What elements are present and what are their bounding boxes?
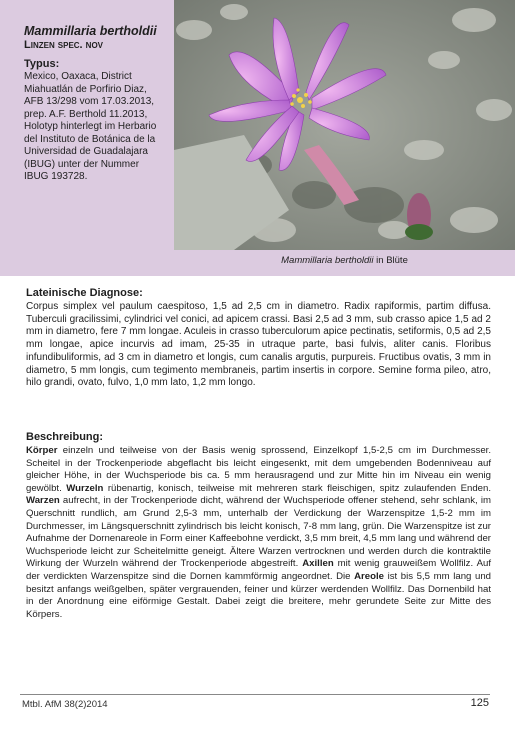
footer-rule [20, 694, 490, 695]
cactus-flower-photo [174, 0, 515, 250]
description-term: Körper [26, 445, 58, 456]
description-term: Axillen [302, 558, 334, 570]
description-heading: Beschreibung: [26, 431, 104, 443]
caption-text: in Blüte [373, 255, 408, 266]
latin-diagnosis-section [26, 286, 491, 390]
journal-reference: Mtbl. AfM 38(2)2014 [22, 699, 108, 710]
description-text [26, 445, 491, 621]
description-segment: mit wenig grauweißem Wollfilz. Auf der verdickten Warzenspitze sind die Dornen kammförmig angeordnet. Die [26, 558, 491, 582]
description-segment: einzeln und teilweise von der Basis wenig sprossend, Einzelkopf 1,5-2,5 cm im Durchmesser. Scheitel in der Trockenperiode abgeflacht bis leicht eingesenkt, mit dem umgebenden Bodenniveau auf gleicher Höhe, in der Wuchsperiode bis ca. 5 mm herausragend und zur Mitte hin im Niveau ein wenig gewölbt. [26, 445, 491, 494]
caption-species: Mammillaria bertholdii [281, 255, 374, 266]
description-segment: aufrecht, in der Trockenperiode dicht, während der Wuchsperiode offener stehend, sehr schlank, im Querschnitt rundlich, am Grund 2,5-3 mm, unterhalb der Verdickung der Warzenspitze 1,5-2 mm im Durchmesser, im Längsquerschnitt zylindrisch bis leicht konisch, 7-8 mm lang, grün. Die Warzenspitze ist zur Aufnahme der Dornenareole in Form einer Kaffeebohne verdickt, 3,5 mm breit, 4,5 mm lang und während der Wuchsperiode leicht zur Scheitelmitte geneigt. Ältere Warzen vertrocknen und werden durch die kontraktile Wirkung der Wurzeln während der Trockenperiode abgestreift. [26, 495, 491, 570]
species-sidebar [24, 24, 162, 184]
description-term: Warzen [26, 495, 60, 507]
species-author: Linzen spec. nov [24, 39, 104, 51]
typus-heading: Typus: [24, 58, 60, 70]
description-segment: rübenartig, konisch, teilweise mit mehreren stark fleischigen, spitz zulaufenden Enden. [103, 482, 491, 494]
page-number: 125 [470, 697, 489, 709]
latin-diagnosis-text: Corpus simplex vel paulum caespitoso, 1,5 ad 2,5 cm in diametro. Radix rapiformis, partim diffusa. Tuberculi gracilissimi, cylindrici vel conici, ad apicem crassi. Basi 2,5 ad 3 mm, sub crasso apice 1,5 ad 2 mm in diametro, fere 7 mm longae. Aculeis in crasso tuberculorum apice pectinatis, setiformis, 0,5 ad 2,5 mm longae, apice incurvis ad imam, 25-35 in utraque parte, basi fulvis, aliter canis. Floribus infundibuliformis, ad 3 cm in diametro et longis, cum canalis argutis, purpureis. Fructibus ovatis, 3 mm in diametro, 5 mm longis, cum tegimento membraneis, partim insertis in corpore. Semine forma pileo, atro, hilo grandi, ovato, fulvo, 1,0 mm lato, 1,2 mm longo. [26, 301, 491, 389]
description-term: Areole [354, 570, 384, 582]
typus-text: Mexico, Oaxaca, District Miahuatlán de Porfirio Diaz, AFB 13/298 vom 17.03.2013, prep. A.F. Berthold 11.2013, Holotyp hinterlegt im Herbario del Instituto de Botánica de la Universidad de Guadalajara (IBUG) unter der Nummer IBUG 193728. [24, 71, 157, 182]
description-segment: ist bis 5,5 mm lang und besitzt anfangs weißgelben, später vergrauenden, feiner und kürzer werdenden Wollfilz. Das Dornenbild hat in der Anordnung eine eiförmige Gestalt. Dabei zeigt die breitere, mehr gerundete Seite zur Mitte des Körpers. [26, 570, 491, 620]
photo-caption [174, 252, 515, 270]
flower-illustration [174, 0, 515, 250]
latin-diagnosis-heading: Lateinische Diagnose: [26, 287, 143, 299]
description-section [26, 430, 491, 621]
species-title: Mammillaria bertholdii [24, 24, 157, 38]
description-term: Wurzeln [66, 482, 104, 494]
